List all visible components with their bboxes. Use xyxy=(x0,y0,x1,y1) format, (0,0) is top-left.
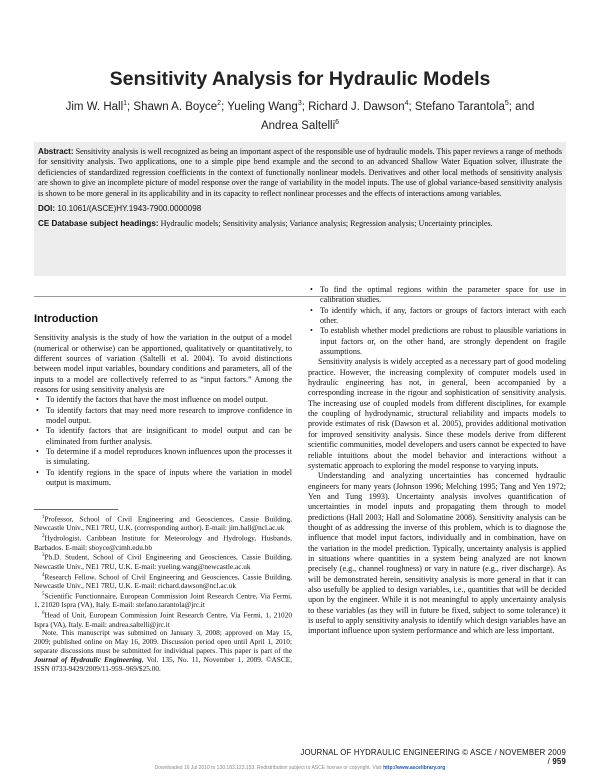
footnote: $^2$Hydrologist, Caribbean Institute for Meteorology and Hydrology, Husbands, Barbados. E-mail: sboyce@cimh.edu.bb xyxy=(34,533,292,552)
list-item: • To establish whether model predictions are robust to plausible variations in input factors or, on the other hand, are strongly dependent on fragile assumptions. xyxy=(308,326,566,357)
author: Yueling Wang$^3$; xyxy=(227,100,309,113)
page-footer: JOURNAL OF HYDRAULIC ENGINEERING © ASCE / NOVEMBER 2009 / 959 xyxy=(300,748,566,766)
page-number: 959 xyxy=(552,757,566,766)
reasons-list-continued xyxy=(308,285,566,357)
footnote: $^5$Scientific Functionnaire, European Commission Joint Research Centre, Via Fermi, 1, 21020 Ispra (VA), Italy. E-mail: stefano.tarantola@jrc.it xyxy=(34,591,292,610)
body-paragraph: Understanding and analyzing uncertainties has concerned hydraulic engineers for many years (Johnson 1996; Melching 1995; Tang and Yen 1972; Yen and Tung 1993). Uncertainty analysis involves quantification of uncertainties in model inputs and propagating them through to model predictions (Hall 2003; Hall and Solomatine 2008). Sensitivity analysis can be thought of as addressing the inverse of this problem, which is to diagnose the influence that model input factors, individually and in combination, have on the variation in the model prediction. Typically, uncertainty analysis is applied in situations where quantities in a system being analyzed are not known precisely (e.g., channel roughness) or vary in nature (e.g., river discharge). As will be demonstrated herein, sensitivity analysis is more general in that it can also usefully be applied to design variables, i.e., quantities that will be decided upon by the engineer. While it is not meaningful to apply uncertainty analysis to these variables (as they will in future be fixed, subject to some tolerance) it is useful to apply sensitivity analysis to identify which design variables have an important influence upon system performance and which are less important. xyxy=(308,471,566,636)
author: Stefano Tarantola$^5$; and xyxy=(414,100,535,113)
author-list xyxy=(60,96,540,134)
submission-note: Note. This manuscript was submitted on January 3, 2008; approved on May 15, 2009; published online on May 16, 2009. Discussion period open until April 1, 2010; separate discussions must be submitted for individual papers. This paper is part of the Journal of Hydraulic Engineering, Vol. 135, No. 11, November 1, 2009. ©ASCE, ISSN 0733-9429/2009/11-959–969/$25.00. xyxy=(34,628,293,674)
footnote: $^6$Head of Unit, European Commission Joint Research Centre, Via Fermi, 1, 21020 Ispra (VA), Italy. E-mail: andrea.saltelli@jrc.it xyxy=(34,610,292,629)
abstract-label: Abstract: xyxy=(38,147,74,156)
list-item: • To find the optimal regions within the parameter space for use in calibration studies. xyxy=(308,285,566,306)
footnote-divider xyxy=(34,509,118,510)
right-column xyxy=(308,285,566,637)
body-paragraph: Sensitivity analysis is widely accepted as a necessary part of good modeling practice. However, the increasing complexity of computer models used in hydraulic engineering has not, in general, been accompanied by a corresponding increase in the rigour and sophistication of sensitivity analysis. The increasing use of coupled models from different disciplines, for example the coupling of hydrodynamic, structural reliability and impacts models to provide estimates of risk (Dawson et al. 2005), provides additional motivation for improved sensitivity analysis. Since these models derive from different scientific communities, model developers and users cannot be expected to have reliable intuitions about the model behavior and interactions without a systematic approach to exploring the model response to varying inputs. xyxy=(308,357,566,470)
author: Jim W. Hall$^1$; xyxy=(65,100,134,113)
list-item: • To identify which, if any, factors or groups of factors interact with each other. xyxy=(308,306,566,327)
list-item: • To identify factors that are insignificant to model output and can be eliminated from further analysis. xyxy=(34,426,292,447)
author: Richard J. Dawson$^4$; xyxy=(308,100,415,113)
footnote: $^4$Research Fellow, School of Civil Engineering and Geosciences, Cassie Building, Newcastle Univ., NE1 7RU, U.K. E-mail: richard.dawson@ncl.ac.uk xyxy=(34,572,292,591)
subject-headings: CE Database subject headings: Hydraulic models; Sensitivity analysis; Variance analysis; Regression analysis; Uncertainty principles. xyxy=(38,219,493,229)
abstract-paragraph xyxy=(38,147,562,199)
abstract-text: Sensitivity analysis is well recognized as being an important aspect of the responsible use of hydraulic models. This paper reviews a range of methods for sensitivity analysis. Two applications, one to a simple pipe bend example and the second to an advanced Shallow Water Equation solver, illustrate the deficiencies of standardized regression coefficients in the context of functionally nonlinear models. Derivatives and other local methods of sensitivity analysis are shown to give an incomplete picture of model response over the range of variability in the model inputs. The use of global variance-based sensitivity analysis is shown to be more general in its applicability and in its capacity to reflect nonlinear processes and the effects of interactions among variables. xyxy=(38,147,562,198)
body-paragraph: Sensitivity analysis is the study of how the variation in the output of a model (numerical or otherwise) can be apportioned, qualitatively or quantitatively, to different sources of variation (Saltelli et al. 2004). To avoid distinctions between model input variables, boundary conditions and parameters, all of the inputs to a model are collectively referred to as “input factors.” Among the reasons for using sensitivity analysis are xyxy=(34,333,292,395)
ascelibrary-link[interactable]: http://www.ascelibrary.org xyxy=(383,765,446,771)
reasons-list xyxy=(34,395,292,488)
list-item: • To identify regions in the space of inputs where the variation in model output is maximum. xyxy=(34,468,292,489)
left-column xyxy=(34,314,292,489)
author: Andrea Saltelli$^6$ xyxy=(260,118,340,132)
doi-line: DOI: 10.1061/(ASCE)HY.1943-7900.0000098 xyxy=(38,204,202,214)
list-item: • To identify factors that may need more research to improve confidence in model output. xyxy=(34,406,292,427)
section-heading-introduction: Introduction xyxy=(34,313,99,325)
paper-title: Sensitivity Analysis for Hydraulic Models xyxy=(109,68,491,90)
footnote: $^3$Ph.D. Student, School of Civil Engineering and Geosciences, Cassie Building, Newcastle Univ., NE1 7RU, U.K. E-mail: yueling.wang@newcastle.ac.uk xyxy=(34,552,292,571)
list-item: • To identify the factors that have the most influence on model output. xyxy=(34,395,292,405)
author: Shawn A. Boyce$^2$; xyxy=(133,100,228,113)
download-notice: Downloaded 16 Jul 2010 to 130.183.123.153. Redistribution subject to ASCE license or copyright. Visit http://www.ascelibrary.org xyxy=(154,765,446,771)
list-item: • To determine if a model reproduces known influences upon the processes it is simulating. xyxy=(34,447,292,468)
abstract-box xyxy=(34,142,566,276)
footnote: $^1$Professor, School of Civil Engineering and Geosciences, Cassie Building, Newcastle Univ., NE1 7RU, U.K. (corresponding author). E-mail: jim.hall@ncl.ac.uk xyxy=(34,514,292,533)
footnotes xyxy=(34,514,292,674)
